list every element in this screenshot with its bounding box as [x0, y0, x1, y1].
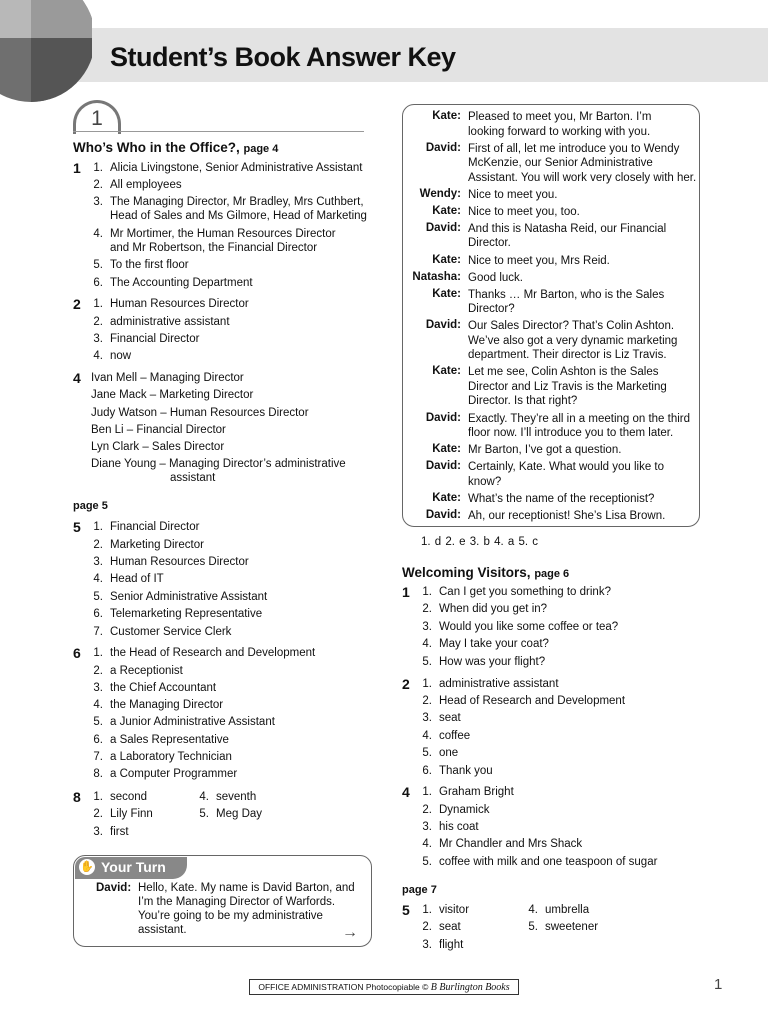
- speaker-label: Kate:: [432, 287, 461, 300]
- list-item: 4. Mr Mortimer, the Human Resources Director: [93, 228, 336, 240]
- list-item: 6. Thank you: [422, 765, 493, 777]
- list-item-continuation: and Mr Robertson, the Financial Director: [110, 242, 318, 254]
- exercise-number: 1: [73, 160, 81, 176]
- section-heading: [73, 140, 278, 155]
- list-item: 3. flight: [422, 939, 464, 951]
- exercise-number: 5: [73, 519, 81, 535]
- dialogue-line: department. Their director is Liz Travis.: [468, 349, 667, 362]
- section-title: Welcoming Visitors,: [402, 565, 531, 580]
- section-page: page 6: [534, 568, 570, 580]
- dialogue-line: floor now. I’ll introduce you to them later.: [468, 427, 674, 439]
- list-item: 1. administrative assistant: [422, 678, 559, 690]
- list-item: 2. Lily Finn: [93, 808, 153, 820]
- speaker-label: Kate:: [432, 204, 461, 217]
- speaker-label: Kate:: [432, 491, 461, 504]
- list-item: 4. May I take your coat?: [422, 638, 549, 650]
- list-item: 2. Dynamick: [422, 804, 490, 816]
- list-item: 6. The Accounting Department: [93, 277, 253, 289]
- speaker-label: David:: [425, 319, 461, 332]
- answers-line: 1. d 2. e 3. b 4. a 5. c: [421, 536, 539, 548]
- list-item: 8. a Computer Programmer: [93, 768, 238, 780]
- exercise-number: 8: [73, 789, 81, 805]
- exercise-number: 4: [73, 370, 81, 386]
- list-item: 4. now: [93, 350, 132, 362]
- dialogue-line: Ah, our receptionist! She’s Lisa Brown.: [468, 509, 666, 522]
- list-item: 1. Human Resources Director: [93, 298, 249, 310]
- speaker-label: Natasha:: [412, 270, 461, 283]
- section-page: page 4: [243, 143, 279, 155]
- list-item: Ivan Mell – Managing Director: [91, 372, 244, 384]
- list-item: 2. administrative assistant: [93, 316, 230, 328]
- list-item: 3. The Managing Director, Mr Bradley, Mrs Cuthbert,: [93, 196, 364, 208]
- list-item: 1. visitor: [422, 904, 470, 916]
- list-item: 4. the Managing Director: [93, 699, 224, 711]
- list-item: 3. first: [93, 826, 129, 838]
- dialogue-line: Certainly, Kate. What would you like to: [468, 461, 665, 474]
- dialogue-line: And this is Natasha Reid, our Financial: [468, 222, 667, 235]
- dialogue-line: Mr Barton, I’ve got a question.: [468, 444, 622, 457]
- list-item: 2. seat: [422, 921, 461, 933]
- exercise-number: 2: [402, 676, 410, 692]
- dialogue-line: You’re going to be my administrative: [138, 910, 323, 922]
- list-item: 2. Head of Research and Development: [422, 695, 626, 707]
- exercise-number: 5: [402, 902, 410, 918]
- speaker-label: David:: [96, 882, 132, 894]
- list-item-continuation: assistant: [170, 472, 216, 484]
- dialogue-line: First of all, let me introduce you to Wendy: [468, 142, 680, 155]
- list-item: 5. Meg Day: [199, 808, 263, 820]
- list-item: 4. Head of IT: [93, 573, 164, 585]
- list-item: 1. Alicia Livingstone, Senior Administrative Assistant: [93, 162, 363, 174]
- list-item: 3. Human Resources Director: [93, 556, 249, 568]
- list-item: 7. Customer Service Clerk: [93, 626, 232, 638]
- list-item: 1. Can I get you something to drink?: [422, 586, 611, 598]
- dialogue-line: We’ve also got a very dynamic marketing: [468, 334, 678, 347]
- page-number: 1: [714, 976, 723, 993]
- list-item: 3. seat: [422, 712, 461, 724]
- dialogue-line: Thanks … Mr Barton, who is the Sales: [468, 288, 665, 301]
- dialogue-line: McKenzie, our Senior Administrative: [468, 157, 653, 170]
- list-item: 2. All employees: [93, 179, 182, 191]
- list-item: 5. a Junior Administrative Assistant: [93, 716, 275, 728]
- publisher-logo: B Burlington Books: [430, 982, 510, 993]
- list-item: 4. Mr Chandler and Mrs Shack: [422, 838, 583, 850]
- list-item: 4. umbrella: [528, 904, 590, 916]
- list-item-continuation: Head of Sales and Ms Gilmore, Head of Marketing: [110, 210, 367, 222]
- dialogue-line: Good luck.: [468, 271, 523, 284]
- list-item: 1. second: [93, 791, 148, 803]
- list-item: 2. a Receptionist: [93, 665, 183, 677]
- speaker-label: Kate:: [432, 443, 461, 456]
- list-item: 6. Telemarketing Representative: [93, 608, 263, 620]
- speaker-label: David:: [425, 141, 461, 154]
- dialogue-line: What’s the name of the receptionist?: [468, 492, 655, 505]
- exercise-number: 1: [402, 584, 410, 600]
- dialogue-line: looking forward to working with you.: [468, 125, 651, 138]
- list-item: 4. coffee: [422, 730, 471, 742]
- speaker-label: Wendy:: [419, 187, 461, 200]
- dialogue-line: Nice to meet you, too.: [468, 205, 580, 218]
- section-heading: [402, 565, 569, 580]
- page-label: page 7: [402, 884, 437, 896]
- list-item: 7. a Laboratory Technician: [93, 751, 232, 763]
- your-turn-label: Your Turn: [101, 859, 166, 875]
- list-item: Lyn Clark – Sales Director: [91, 441, 225, 453]
- handshake-icon: ✋: [80, 861, 94, 873]
- list-item: 2. When did you get in?: [422, 603, 548, 615]
- dialogue-line: Our Sales Director? That’s Colin Ashton.: [468, 320, 675, 333]
- footer-text: OFFICE ADMINISTRATION Photocopiable ©: [258, 982, 429, 992]
- speaker-label: David:: [425, 221, 461, 234]
- continue-arrow-icon: →: [342, 924, 358, 941]
- dialogue-line: assistant.: [138, 924, 187, 936]
- dialogue-line: I’m the Managing Director of Warfords.: [138, 896, 336, 908]
- list-item: 3. Would you like some coffee or tea?: [422, 621, 619, 633]
- dialogue-line: Assistant. You will work very closely with her.: [468, 171, 697, 184]
- dialogue-line: Director and Liz Travis is the Marketing: [468, 380, 667, 393]
- dialogue-line: Pleased to meet you, Mr Barton. I’m: [468, 111, 652, 123]
- exercise-number: 6: [73, 645, 81, 661]
- speaker-label: Kate:: [432, 253, 461, 266]
- dialogue-line: Hello, Kate. My name is David Barton, and: [138, 882, 355, 894]
- speaker-label: David:: [425, 508, 461, 521]
- corner-disc-graphic: [0, 0, 92, 107]
- list-item: Diane Young – Managing Director’s administrative: [91, 458, 346, 470]
- dialogue-line: Director?: [468, 303, 515, 316]
- speaker-label: David:: [425, 411, 461, 424]
- dialogue-line: Exactly. They’re all in a meeting on the third: [468, 412, 691, 425]
- dialogue-line: Nice to meet you.: [468, 188, 558, 201]
- list-item: 2. Marketing Director: [93, 539, 204, 551]
- page-label: page 5: [73, 500, 108, 512]
- footer-copyright: [249, 979, 519, 995]
- dialogue-line: know?: [468, 475, 502, 488]
- exercise-number: 2: [73, 296, 81, 312]
- list-item: 3. his coat: [422, 821, 479, 833]
- speaker-label: Kate:: [432, 110, 461, 122]
- list-item: Ben Li – Financial Director: [91, 424, 226, 436]
- list-item: 5. To the first floor: [93, 259, 189, 271]
- list-item: 5. How was your flight?: [422, 656, 546, 668]
- list-item: 5. one: [422, 747, 459, 759]
- unit-tab: [73, 100, 121, 134]
- dialogue-line: Let me see, Colin Ashton is the Sales: [468, 366, 659, 379]
- speaker-label: David:: [425, 460, 461, 473]
- speaker-label: Kate:: [432, 365, 461, 378]
- page-title: Student’s Book Answer Key: [110, 42, 456, 72]
- list-item: 3. Financial Director: [93, 333, 200, 345]
- list-item: Judy Watson – Human Resources Director: [91, 407, 309, 419]
- dialogue-line: Nice to meet you, Mrs Reid.: [468, 254, 610, 267]
- list-item: 5. coffee with milk and one teaspoon of sugar: [422, 856, 658, 868]
- list-item: 5. sweetener: [528, 921, 599, 933]
- list-item: 1. the Head of Research and Development: [93, 647, 316, 659]
- dialogue-line: Director.: [468, 237, 511, 250]
- section-title: Who’s Who in the Office?,: [73, 140, 240, 155]
- dialogue-line: Director. Is that right?: [468, 395, 578, 408]
- list-item: Jane Mack – Marketing Director: [91, 389, 254, 401]
- list-item: 1. Financial Director: [93, 521, 200, 533]
- list-item: 4. seventh: [199, 791, 257, 803]
- unit-number: 1: [91, 107, 103, 130]
- list-item: 5. Senior Administrative Assistant: [93, 591, 268, 603]
- exercise-number: 4: [402, 784, 410, 800]
- list-item: 1. Graham Bright: [422, 786, 514, 798]
- unit-divider: [73, 131, 364, 132]
- list-item: 3. the Chief Accountant: [93, 682, 217, 694]
- your-turn-tab: [75, 857, 187, 879]
- list-item: 6. a Sales Representative: [93, 734, 229, 746]
